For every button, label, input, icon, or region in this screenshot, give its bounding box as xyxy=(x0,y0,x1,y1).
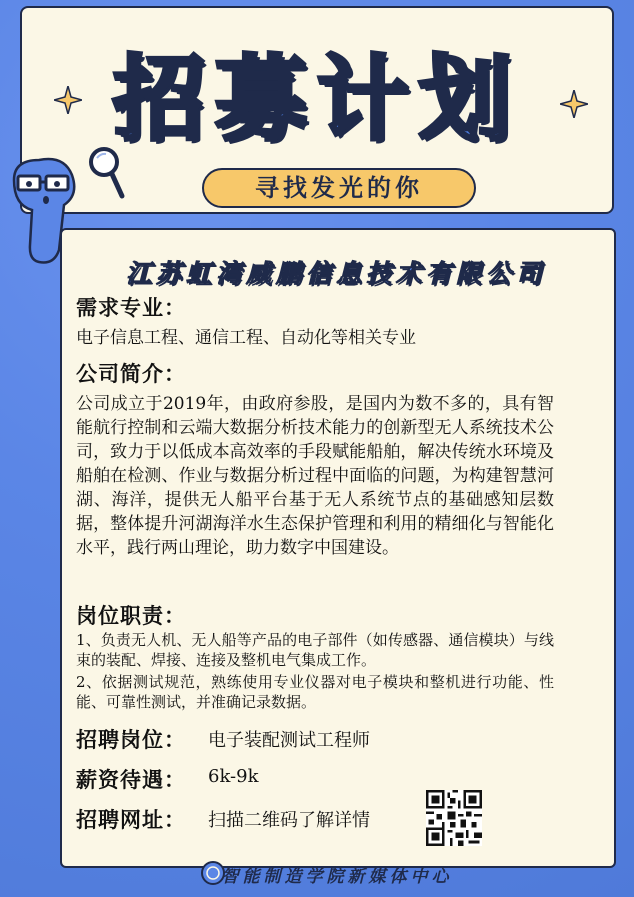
position-value: 电子装配测试工程师 xyxy=(208,730,370,751)
duty-item-1: 1、负责无人机、无人船等产品的电子部件（如传感器、通信模块）与线束的装配、焊接、连接及整机电气集成工作。 xyxy=(76,631,554,669)
page-title: 招募计划 xyxy=(112,46,521,153)
duty-item-2: 2、依据测试规范，熟练使用专业仪器对电子模块和整机进行功能、性能、可靠性测试，并准确记录数据。 xyxy=(76,673,554,711)
salary-value: 6k-9k xyxy=(208,766,259,787)
intro-text: 公司成立于2019年，由政府参股，是国内为数不多的，具有智能航行控制和云端大数据分析技术能力的创新型无人系统技术公司，致力于以低成本高效率的手段赋能船舶，解决传统水环境及船舶在检测、作业与数据分析过程中面临的问题，为构建智慧河湖、海洋，提供无人船平台基于无人系统节点的基础感知层数据，整体提升河湖海洋水生态保护管理和利用的精细化与智能化水平，践行两山理论，助力数字中国建设。 xyxy=(76,394,554,558)
subtitle-text: 寻找发光的你 xyxy=(255,174,423,202)
major-heading: 需求专业： xyxy=(76,296,186,320)
duties-heading: 岗位职责： xyxy=(76,604,186,628)
footer-text: 智能制造学院新媒体中心 xyxy=(221,867,453,887)
url-heading: 招聘网址： xyxy=(76,808,186,832)
position-heading: 招聘岗位： xyxy=(76,728,186,752)
qr-code-icon[interactable] xyxy=(426,790,482,846)
company-name: 江苏虹湾威鹏信息技术有限公司 xyxy=(125,259,546,288)
subtitle-badge xyxy=(202,168,476,208)
salary-heading: 薪资待遇： xyxy=(76,768,186,792)
magnifier-icon xyxy=(84,144,128,200)
sparkle-icon xyxy=(54,86,82,114)
sparkle-icon xyxy=(560,90,588,118)
url-value: 扫描二维码了解详情 xyxy=(208,810,370,831)
major-text: 电子信息工程、通信工程、自动化等相关专业 xyxy=(76,328,416,348)
intro-heading: 公司简介： xyxy=(76,362,186,386)
